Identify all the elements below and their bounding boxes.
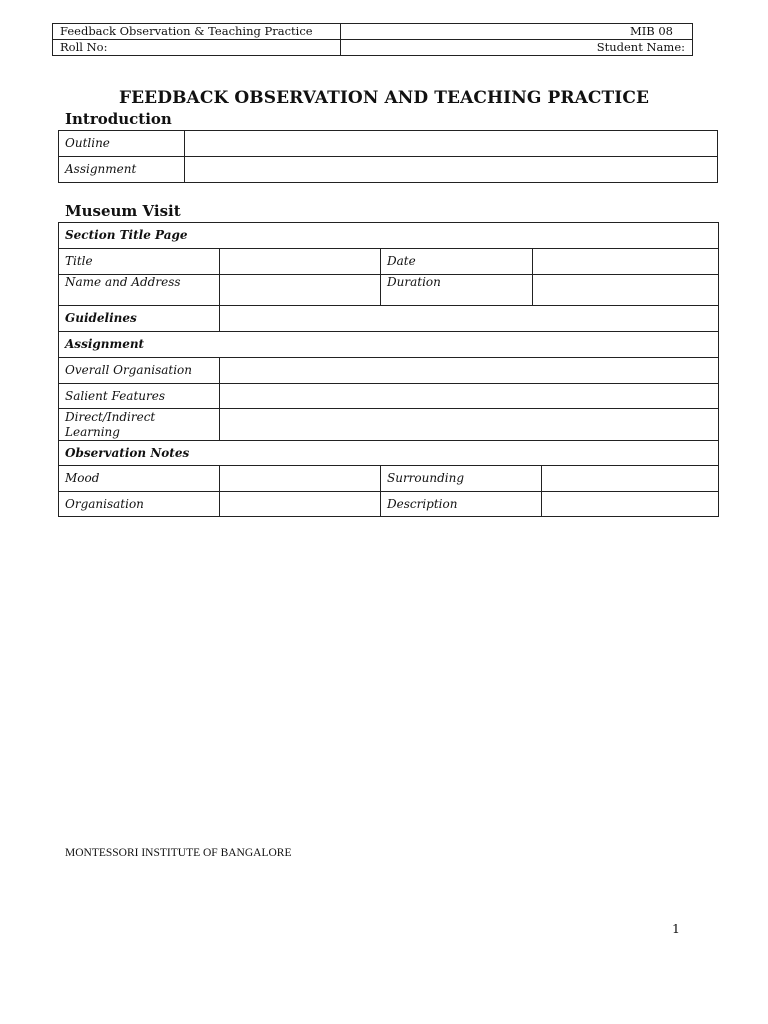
assignment-field[interactable] (185, 157, 718, 183)
row-assignment (59, 332, 719, 358)
date-field[interactable] (533, 249, 719, 275)
intro-row-assignment (59, 157, 718, 183)
surrounding-label: Surrounding (381, 466, 542, 492)
header-info-table (52, 23, 693, 56)
mood-label: Mood (59, 466, 220, 492)
row-organisation-description (59, 492, 719, 517)
document-title: FEEDBACK OBSERVATION AND TEACHING PRACTICE (118, 88, 650, 108)
row-observation-notes (59, 441, 719, 466)
course-code (341, 24, 693, 40)
guidelines-field[interactable] (220, 306, 719, 332)
museum-visit-heading: Museum Visit (65, 202, 181, 220)
introduction-heading: Introduction (65, 110, 172, 128)
student-name-label: Student Name: (341, 40, 693, 56)
name-address-label: Name and Address (59, 275, 220, 306)
introduction-table (58, 130, 718, 183)
course-code-text: MIB 08 (629, 24, 673, 38)
duration-field[interactable] (533, 275, 719, 306)
roll-no-label: Roll No: (53, 40, 341, 56)
row-title-date (59, 249, 719, 275)
header-row-course (53, 24, 693, 40)
row-section-title-page (59, 223, 719, 249)
description-field[interactable] (542, 492, 719, 517)
direct-indirect-field[interactable] (220, 409, 719, 441)
duration-label: Duration (381, 275, 533, 306)
name-address-field[interactable] (220, 275, 381, 306)
salient-features-label: Salient Features (59, 384, 220, 409)
guidelines-label: Guidelines (59, 306, 220, 332)
page-number: 1 (672, 921, 680, 936)
surrounding-field[interactable] (542, 466, 719, 492)
row-mood-surrounding (59, 466, 719, 492)
direct-indirect-label: Direct/Indirect Learning (59, 409, 220, 441)
row-direct-indirect (59, 409, 719, 441)
footer-institute-name: MONTESSORI INSTITUTE OF BANGALORE (65, 847, 292, 859)
title-label: Title (59, 249, 220, 275)
header-row-student (53, 40, 693, 56)
section-title-page-label: Section Title Page (59, 223, 719, 249)
title-field[interactable] (220, 249, 381, 275)
outline-field[interactable] (185, 131, 718, 157)
course-name: Feedback Observation & Teaching Practice (53, 24, 341, 40)
organisation-label: Organisation (59, 492, 220, 517)
intro-row-outline (59, 131, 718, 157)
organisation-field[interactable] (220, 492, 381, 517)
museum-visit-table (58, 222, 719, 517)
overall-organisation-label: Overall Organisation (59, 358, 220, 384)
mood-field[interactable] (220, 466, 381, 492)
row-name-duration (59, 275, 719, 306)
salient-features-field[interactable] (220, 384, 719, 409)
row-overall-organisation (59, 358, 719, 384)
overall-organisation-field[interactable] (220, 358, 719, 384)
museum-assignment-label: Assignment (59, 332, 719, 358)
outline-label: Outline (59, 131, 185, 157)
date-label: Date (381, 249, 533, 275)
row-guidelines (59, 306, 719, 332)
description-label: Description (381, 492, 542, 517)
assignment-label: Assignment (59, 157, 185, 183)
row-salient-features (59, 384, 719, 409)
observation-notes-label: Observation Notes (59, 441, 719, 466)
